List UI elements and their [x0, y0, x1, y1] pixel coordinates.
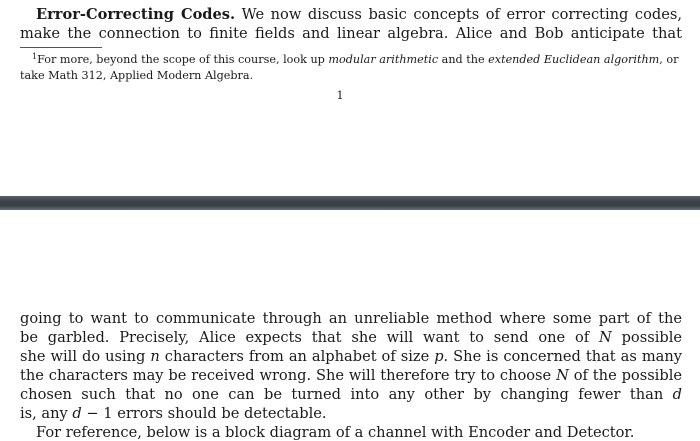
pdf-page-top: [0, 0, 700, 196]
section-heading: Error-Correcting Codes.: [36, 6, 236, 23]
intro-paragraph: [20, 5, 682, 43]
footnote-line-1: $^1$For more, beyond the scope of this course, look up modular arithmetic and the extended Euclidean algorithm, or: [32, 52, 679, 66]
footnote-term-euclidean: extended Euclidean algorithm: [488, 53, 660, 66]
footnote-marker: 1: [32, 52, 38, 61]
footnote-rule: [20, 47, 102, 48]
footnote: [20, 52, 679, 84]
body-line-1: going to want to communicate through an unreliable method where some part of the: [20, 310, 682, 327]
body-line-4: the characters may be received wrong. She will therefore try to choose N of the possible: [20, 367, 682, 384]
footnote-line-2: take Math 312, Applied Modern Algebra.: [20, 69, 254, 82]
page-number: 1: [336, 89, 344, 102]
body-paragraph: [20, 309, 682, 441]
intro-line-1: Error-Correcting Codes. We now discuss basic concepts of error correcting codes,: [36, 6, 682, 23]
page-gap-divider: [0, 196, 700, 210]
intro-line-2: make the connection to finite fields and linear algebra. Alice and Bob anticipate that: [20, 25, 682, 42]
body-line-2: be garbled. Precisely, Alice expects that she will want to send one of N possible: [20, 329, 682, 346]
body-line-5: chosen such that no one can be turned into any other by changing fewer than d: [20, 386, 682, 403]
footnote-term-modular-arithmetic: modular arithmetic: [328, 53, 439, 66]
body-line-3: she will do using n characters from an alphabet of size p. She is concerned that as many: [20, 348, 682, 365]
pdf-page-bottom: [0, 210, 700, 441]
body-line-6: is, any d − 1 errors should be detectable.: [20, 405, 327, 422]
body-line-7: For reference, below is a block diagram of a channel with Encoder and Detector.: [36, 424, 635, 441]
